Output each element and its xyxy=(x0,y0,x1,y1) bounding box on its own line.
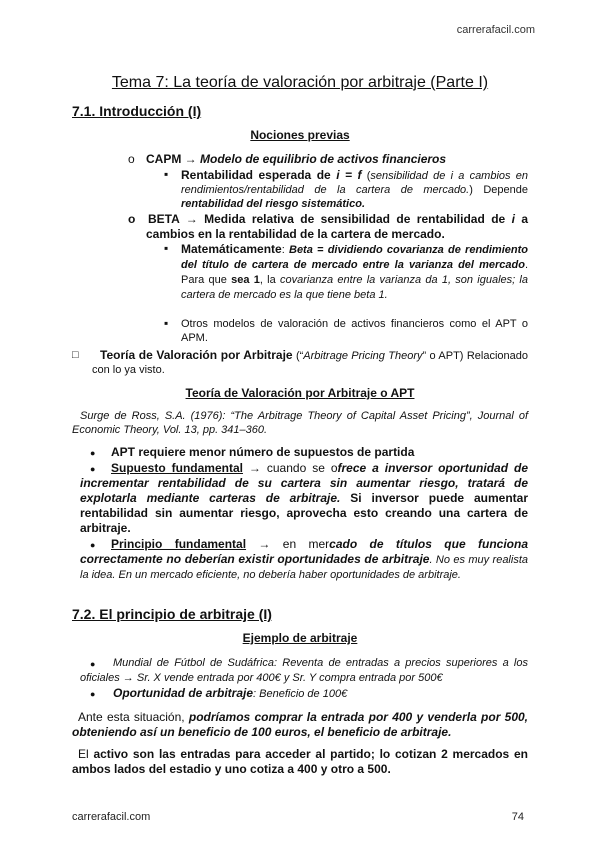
example-o1: Oportunidad de arbitraje xyxy=(113,686,254,700)
apt-intro-t3: Arbitrage Pricing Theory xyxy=(303,350,423,362)
para1b: podríamos comprar la entrada por 400 y venderla por 500, obteniendo así un beneficio de 100 euros, el beneficio de arbitraje. xyxy=(72,710,528,739)
section-heading-principio: 7.2. El principio de arbitraje (I) xyxy=(72,606,272,622)
beta-t2: i xyxy=(511,212,515,226)
apt-s1: Supuesto fundamental xyxy=(111,461,243,475)
apt-intro-t1: Teoría de Valoración por Arbitraje xyxy=(100,348,293,362)
capm-marker: o xyxy=(128,152,135,166)
beta-m2: : xyxy=(281,244,289,256)
capm-desc: Modelo de equilibrio de activos financieros xyxy=(200,152,447,166)
subheading-ejemplo: Ejemplo de arbitraje xyxy=(242,631,358,645)
beta-t1: BETA → Medida relativa de sensibilidad de rentabilidad de xyxy=(148,212,512,226)
apt-s2: → cuando se o xyxy=(242,461,338,475)
apt-bullet-1-dot: ● xyxy=(90,448,96,458)
capm-r6: rentabilidad del riesgo sistemático. xyxy=(181,198,365,210)
capm-detail xyxy=(181,168,528,211)
apt-s3: frece a inversor oportunidad de incrementar rentabilidad de su cartera sin aumentar riesgo, tratará de explotarla mediante carteras de arbitraje. xyxy=(80,461,529,505)
citation: Surge de Ross, S.A. (1976): “The Arbitrage Theory of Capital Asset Pricing”, Journal of Economic Theory, Vol. 13, pp. 341–360. xyxy=(72,410,528,436)
apt-p2: → en mer xyxy=(246,537,330,551)
beta-detail xyxy=(181,242,528,303)
capm-label: CAPM xyxy=(146,152,182,166)
capm-bullet: ▪ xyxy=(164,167,169,181)
beta-m1: Matemáticamente xyxy=(181,242,282,256)
apt-intro-line xyxy=(92,348,528,377)
apt-s4: Si inversor puede aumentar rentabilidad sin aumentar riesgo, aprovecha esto creando una cartera de arbitraje. xyxy=(80,491,528,535)
section-heading-intro: 7.1. Introducción (I) xyxy=(72,103,202,119)
page-title: Tema 7: La teoría de valoración por arbitraje (Parte I) xyxy=(111,74,489,91)
beta-bullet: ▪ xyxy=(164,241,169,255)
example-bullet-1-dot: ● xyxy=(90,659,96,669)
apt-bullet-2 xyxy=(80,461,528,536)
subheading-apt: Teoría de Valoración por Arbitraje o APT xyxy=(185,386,415,400)
apt-intro-t4: ” o APT) Relacionado con lo ya visto. xyxy=(92,350,528,376)
capm-r1: Rentabilidad esperada de xyxy=(181,168,337,182)
paragraph-situation xyxy=(72,710,528,740)
apt-p3: cado de títulos que funciona correctamente no deberían existir oportunidades de arbitraje xyxy=(80,537,528,566)
apt-intro-t2: (“ xyxy=(292,350,304,362)
beta-m4: . Para que xyxy=(181,259,528,286)
paragraph-activo xyxy=(72,747,528,777)
apt-p4: . No es muy realista la idea. En un mercado eficiente, no debería haber oportunidades de arbitraje. xyxy=(80,554,528,581)
subheading-nociones: Nociones previas xyxy=(250,128,350,142)
footer-page-number: 74 xyxy=(511,811,524,823)
apt-bullet-3 xyxy=(80,537,528,582)
example-bullet-2 xyxy=(113,686,347,701)
capm-r2: i = f xyxy=(336,168,362,182)
apt-checkbox-marker: □ xyxy=(72,349,79,361)
beta-m6: , la xyxy=(259,274,280,286)
apt-bullet-2-dot: ● xyxy=(90,464,96,474)
example-bullet-2-dot: ● xyxy=(90,689,96,699)
capm-r4: sensibilidad de i a cambios en rendimientos/rentabilidad de la cartera de mercado. xyxy=(181,170,528,196)
beta-other-bullet: ▪ xyxy=(164,316,169,330)
apt-bullet-3-dot: ● xyxy=(90,540,96,550)
apt-p1: Principio fundamental xyxy=(111,537,247,551)
header-site: carrerafacil.com xyxy=(456,24,535,36)
beta-marker: o xyxy=(128,212,136,226)
beta-m7: covarianza entre la varianza da 1, son iguales; la cartera de mercado es la que tiene beta 1. xyxy=(181,274,528,301)
beta-m3: Beta = dividiendo covarianza de rendimiento del título de cartera de mercado entre la varianza del mercado xyxy=(181,244,528,271)
beta-other-models: Otros modelos de valoración de activos financieros como el APT o APM. xyxy=(181,318,528,344)
example-o2: : Beneficio de 100€ xyxy=(253,688,348,700)
capm-r3: ( xyxy=(361,170,371,182)
para2b: activo son las entradas para acceder al partido; lo cotizan 2 mercados en ambos lados del estadio y uno cotiza a 400 y otro a 500. xyxy=(72,747,528,776)
apt-bullet-1: APT requiere menor número de supuestos de partida xyxy=(111,445,415,459)
beta-t3: a cambios en la rentabilidad de la cartera de mercado. xyxy=(146,212,529,241)
para1a: Ante esta situación, xyxy=(78,710,189,724)
capm-arrow: → xyxy=(181,152,201,166)
capm-line xyxy=(146,152,446,167)
beta-line xyxy=(146,212,528,242)
example-bullet-1: Mundial de Fútbol de Sudáfrica: Reventa de entradas a precios superiores a los oficiales → Sr. X vende entrada por 400€ y Sr. Y compra entrada por 500€ xyxy=(80,657,528,684)
beta-m5: sea 1 xyxy=(231,274,260,286)
capm-r5: ) Depende xyxy=(469,184,529,196)
footer-site: carrerafacil.com xyxy=(72,811,151,823)
para2a: El xyxy=(78,747,94,761)
